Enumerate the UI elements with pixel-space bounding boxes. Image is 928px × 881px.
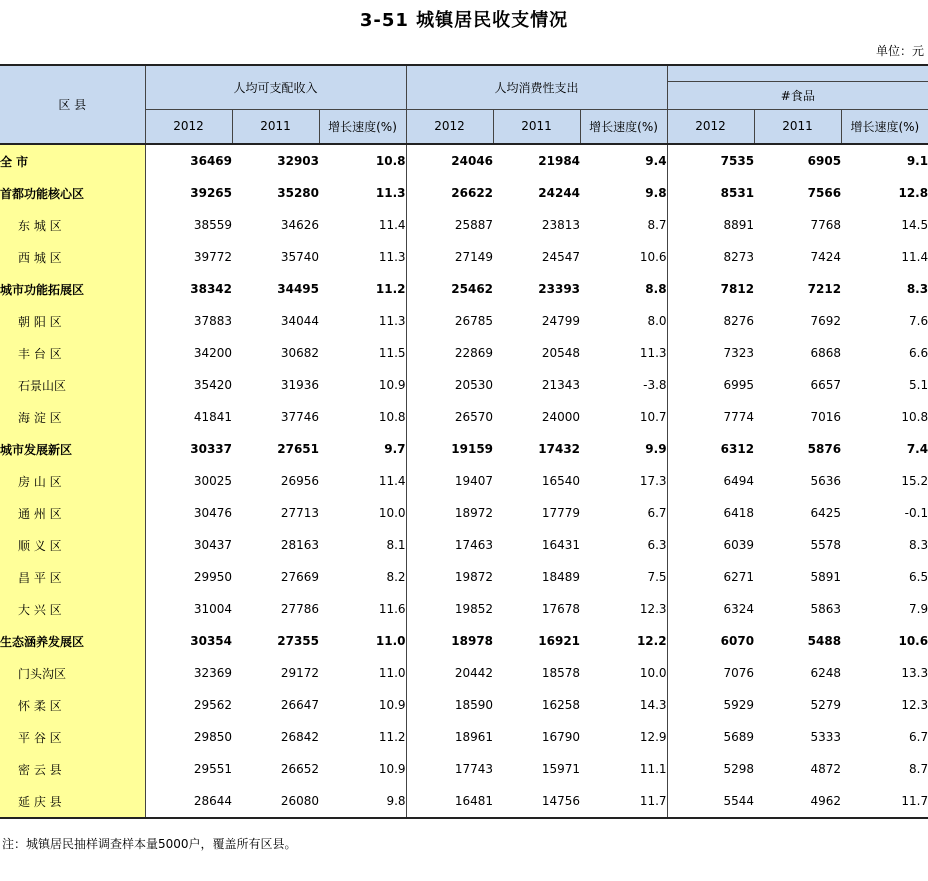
cell-expg: 12.9	[580, 721, 667, 753]
cell-inc11: 29172	[280, 666, 319, 680]
cell-exp11: 16258	[541, 698, 581, 712]
cell-incg: 11.0	[319, 657, 406, 689]
cell-exp11: 14756	[493, 785, 580, 818]
region-name: 昌 平 区	[0, 561, 145, 593]
cell-food11: 6248	[810, 666, 842, 680]
header-expense-growth: 增长速度(%)	[580, 109, 667, 144]
cell-food11: 5891	[810, 570, 842, 584]
cell-incg: 11.2	[319, 721, 406, 753]
cell-foodg: 7.4	[906, 442, 928, 456]
cell-expg: 11.1	[580, 753, 667, 785]
cell-exp11: 18489	[541, 570, 581, 584]
cell-inc11: 28163	[280, 538, 319, 552]
region-name: 通 州 区	[0, 497, 145, 529]
cell-foodg: 8.3	[909, 538, 928, 552]
cell-exp12: 19407	[454, 474, 494, 488]
cell-expg: 6.7	[580, 497, 667, 529]
cell-food12: 5298	[723, 762, 755, 776]
cell-expg: 17.3	[580, 465, 667, 497]
cell-incg: 10.9	[319, 753, 406, 785]
table-row	[0, 657, 928, 689]
cell-food12: 8891	[723, 218, 755, 232]
table-row	[0, 721, 928, 753]
cell-exp12: 26570	[454, 410, 494, 424]
cell-incg: 11.3	[319, 241, 406, 273]
unit-label: 单位：元	[875, 44, 924, 58]
cell-exp12: 22869	[454, 346, 494, 360]
cell-inc11: 34044	[280, 314, 319, 328]
region-name: 平 谷 区	[0, 721, 145, 753]
cell-exp11: 16540	[541, 474, 581, 488]
cell-inc12: 36469	[190, 154, 232, 168]
cell-foodg: 12.3	[901, 698, 928, 712]
page-title: 3-51 城镇居民收支情况	[359, 10, 569, 31]
cell-foodg: 11.4	[901, 250, 928, 264]
cell-expg: 10.0	[580, 657, 667, 689]
cell-exp11: 21984	[538, 154, 581, 168]
table-row	[0, 273, 928, 305]
cell-inc12: 31004	[193, 602, 232, 616]
cell-food11: 6657	[810, 378, 842, 392]
cell-exp12: 18978	[451, 634, 494, 648]
cell-exp12: 18961	[454, 730, 494, 744]
cell-food12: 6324	[723, 602, 755, 616]
cell-exp11: 17678	[541, 602, 581, 616]
cell-incg: 8.1	[319, 529, 406, 561]
table-row	[0, 465, 928, 497]
cell-foodg: 6.7	[909, 730, 928, 744]
cell-exp12: 19159	[451, 442, 494, 456]
cell-food11: 4872	[810, 762, 842, 776]
cell-food12: 6312	[720, 442, 755, 456]
cell-expg: 11.3	[580, 337, 667, 369]
cell-food11: 7424	[810, 250, 842, 264]
cell-foodg: 13.3	[901, 666, 928, 680]
cell-foodg: 6.5	[909, 570, 928, 584]
cell-foodg: -0.1	[904, 506, 928, 520]
cell-exp12: 26785	[454, 314, 494, 328]
cell-foodg: 9.1	[906, 154, 928, 168]
region-name: 生态涵养发展区	[0, 625, 145, 657]
cell-exp12: 17743	[454, 762, 494, 776]
cell-inc12: 35420	[193, 378, 232, 392]
cell-food12: 6271	[723, 570, 755, 584]
region-name: 城市功能拓展区	[0, 273, 145, 305]
cell-inc12: 34200	[193, 346, 232, 360]
cell-foodg: 10.8	[901, 410, 928, 424]
cell-incg: 11.2	[319, 273, 406, 305]
region-name: 密 云 县	[0, 753, 145, 785]
table-row	[0, 753, 928, 785]
cell-food11: 6905	[807, 154, 842, 168]
cell-expg: 10.7	[580, 401, 667, 433]
cell-incg: 11.4	[319, 209, 406, 241]
cell-incg: 9.8	[319, 785, 406, 818]
table-row	[0, 241, 928, 273]
cell-food11: 7016	[810, 410, 842, 424]
cell-food12: 7076	[723, 666, 755, 680]
cell-expg: 7.5	[580, 561, 667, 593]
cell-food12: 7812	[720, 282, 755, 296]
cell-inc11: 35740	[280, 250, 319, 264]
cell-incg: 10.0	[319, 497, 406, 529]
cell-food12: 6995	[723, 378, 755, 392]
cell-expg: -3.8	[580, 369, 667, 401]
region-name: 东 城 区	[0, 209, 145, 241]
footnote: 注：城镇居民抽样调查样本量5000户，覆盖所有区县。	[2, 837, 297, 851]
region-name: 首都功能核心区	[0, 177, 145, 209]
cell-inc11: 26842	[280, 730, 319, 744]
region-name: 房 山 区	[0, 465, 145, 497]
cell-inc11: 27651	[277, 442, 319, 456]
cell-food12: 7535	[720, 154, 755, 168]
cell-exp11: 23393	[538, 282, 581, 296]
cell-exp12: 26622	[451, 186, 494, 200]
cell-exp12: 24046	[451, 154, 494, 168]
region-name: 西 城 区	[0, 241, 145, 273]
table-row	[0, 337, 928, 369]
cell-food11: 5636	[810, 474, 842, 488]
cell-inc11: 26652	[280, 762, 319, 776]
cell-exp11: 15971	[541, 762, 581, 776]
table-row	[0, 177, 928, 209]
cell-expg: 8.0	[580, 305, 667, 337]
cell-food11: 6425	[810, 506, 842, 520]
cell-exp12: 20442	[454, 666, 494, 680]
header-expense-2011: 2011	[493, 109, 580, 144]
cell-food12: 6418	[723, 506, 755, 520]
cell-foodg: 14.5	[901, 218, 928, 232]
cell-foodg: 5.1	[909, 378, 928, 392]
cell-incg: 10.9	[319, 689, 406, 721]
region-name: 延 庆 县	[0, 785, 145, 818]
cell-exp12: 25887	[454, 218, 494, 232]
cell-foodg: 7.9	[909, 602, 928, 616]
cell-food11: 4962	[754, 785, 841, 818]
cell-expg: 8.7	[580, 209, 667, 241]
cell-inc12: 37883	[193, 314, 232, 328]
cell-exp11: 24000	[541, 410, 581, 424]
cell-inc12: 29950	[193, 570, 232, 584]
cell-inc12: 29551	[193, 762, 232, 776]
cell-inc11: 34626	[280, 218, 319, 232]
table-row	[0, 497, 928, 529]
cell-expg: 9.8	[580, 177, 667, 209]
cell-foodg: 15.2	[901, 474, 928, 488]
cell-inc11: 26647	[280, 698, 319, 712]
cell-inc12: 30337	[190, 442, 232, 456]
cell-exp11: 24799	[541, 314, 581, 328]
cell-inc12: 29850	[193, 730, 232, 744]
cell-inc11: 37746	[280, 410, 319, 424]
cell-exp12: 19872	[454, 570, 494, 584]
cell-food11: 5863	[810, 602, 842, 616]
cell-food11: 5876	[807, 442, 842, 456]
cell-inc12: 29562	[193, 698, 232, 712]
cell-incg: 11.0	[319, 625, 406, 657]
cell-inc11: 26956	[280, 474, 319, 488]
table-row	[0, 144, 928, 177]
cell-food11: 7692	[810, 314, 842, 328]
region-name: 石景山区	[0, 369, 145, 401]
cell-foodg: 12.8	[898, 186, 928, 200]
cell-foodg: 6.6	[909, 346, 928, 360]
region-name: 丰 台 区	[0, 337, 145, 369]
cell-food11: 5488	[807, 634, 842, 648]
cell-food11: 7768	[810, 218, 842, 232]
cell-inc11: 35280	[277, 186, 319, 200]
cell-inc12: 30354	[190, 634, 232, 648]
header-spacer	[667, 65, 928, 81]
cell-inc12: 41841	[193, 410, 232, 424]
cell-food12: 7323	[723, 346, 755, 360]
table-row	[0, 433, 928, 465]
cell-incg: 10.9	[319, 369, 406, 401]
cell-expg: 11.7	[580, 785, 667, 818]
cell-food12: 8531	[720, 186, 755, 200]
cell-food12: 6070	[720, 634, 755, 648]
cell-incg: 11.3	[319, 177, 406, 209]
cell-expg: 9.9	[580, 433, 667, 465]
cell-incg: 8.2	[319, 561, 406, 593]
cell-incg: 11.4	[319, 465, 406, 497]
cell-inc11: 26080	[232, 785, 319, 818]
cell-food11: 6868	[810, 346, 842, 360]
region-name: 城市发展新区	[0, 433, 145, 465]
cell-expg: 10.6	[580, 241, 667, 273]
cell-exp11: 23813	[541, 218, 581, 232]
region-name: 海 淀 区	[0, 401, 145, 433]
header-income-growth: 增长速度(%)	[319, 109, 406, 144]
cell-inc12: 38342	[190, 282, 232, 296]
table-row	[0, 529, 928, 561]
cell-exp12: 18972	[454, 506, 494, 520]
cell-expg: 6.3	[580, 529, 667, 561]
cell-inc11: 31936	[280, 378, 319, 392]
table-row	[0, 369, 928, 401]
cell-food12: 5929	[723, 698, 755, 712]
cell-exp11: 21343	[541, 378, 581, 392]
cell-expg: 9.4	[580, 144, 667, 177]
cell-exp12: 19852	[454, 602, 494, 616]
cell-exp12: 25462	[451, 282, 494, 296]
cell-incg: 9.7	[319, 433, 406, 465]
cell-exp11: 24244	[538, 186, 581, 200]
table-row	[0, 689, 928, 721]
cell-inc12: 32369	[193, 666, 232, 680]
cell-foodg: 8.7	[909, 762, 928, 776]
cell-food12: 5544	[667, 785, 754, 818]
cell-expg: 12.3	[580, 593, 667, 625]
cell-exp12: 27149	[454, 250, 494, 264]
region-name: 朝 阳 区	[0, 305, 145, 337]
cell-inc11: 32903	[277, 154, 319, 168]
cell-inc11: 27786	[280, 602, 319, 616]
cell-inc11: 27713	[280, 506, 319, 520]
cell-exp11: 18578	[541, 666, 581, 680]
header-food-growth: 增长速度(%)	[841, 109, 928, 144]
cell-inc12: 39265	[190, 186, 232, 200]
cell-exp11: 16921	[538, 634, 581, 648]
header-expense-2012: 2012	[406, 109, 493, 144]
table-row	[0, 561, 928, 593]
region-name: 大 兴 区	[0, 593, 145, 625]
header-food-2011: 2011	[754, 109, 841, 144]
cell-inc12: 30437	[193, 538, 232, 552]
cell-exp11: 16790	[541, 730, 581, 744]
cell-exp11: 17432	[538, 442, 581, 456]
cell-incg: 11.6	[319, 593, 406, 625]
cell-foodg: 10.6	[898, 634, 928, 648]
cell-food12: 8276	[723, 314, 755, 328]
cell-exp11: 20548	[541, 346, 581, 360]
table-row	[0, 785, 928, 818]
header-income: 人均可支配收入	[145, 65, 406, 109]
region-name: 顺 义 区	[0, 529, 145, 561]
cell-expg: 8.8	[580, 273, 667, 305]
region-name: 怀 柔 区	[0, 689, 145, 721]
region-name: 全 市	[0, 144, 145, 177]
cell-inc11: 27355	[277, 634, 319, 648]
cell-incg: 11.3	[319, 305, 406, 337]
cell-exp11: 24547	[541, 250, 581, 264]
cell-food12: 6494	[723, 474, 755, 488]
cell-exp12: 18590	[454, 698, 494, 712]
table-row	[0, 625, 928, 657]
cell-inc11: 34495	[277, 282, 319, 296]
cell-inc12: 38559	[193, 218, 232, 232]
header-income-2012: 2012	[145, 109, 232, 144]
cell-food11: 7566	[807, 186, 842, 200]
cell-expg: 12.2	[580, 625, 667, 657]
header-food: #食品	[667, 81, 928, 109]
cell-foodg: 7.6	[909, 314, 928, 328]
cell-incg: 11.5	[319, 337, 406, 369]
cell-inc12: 30025	[193, 474, 232, 488]
table-row	[0, 401, 928, 433]
header-region: 区 县	[0, 65, 145, 144]
cell-exp12: 17463	[454, 538, 494, 552]
cell-foodg: 11.7	[841, 785, 928, 818]
cell-incg: 10.8	[319, 144, 406, 177]
cell-food11: 5578	[810, 538, 842, 552]
table-row	[0, 305, 928, 337]
cell-inc12: 39772	[193, 250, 232, 264]
cell-inc11: 30682	[280, 346, 319, 360]
header-expense: 人均消费性支出	[406, 65, 667, 109]
cell-food12: 5689	[723, 730, 755, 744]
cell-exp11: 16431	[541, 538, 581, 552]
table-row	[0, 209, 928, 241]
cell-food12: 8273	[723, 250, 755, 264]
cell-expg: 14.3	[580, 689, 667, 721]
cell-exp12: 16481	[406, 785, 493, 818]
cell-inc12: 28644	[145, 785, 232, 818]
cell-food11: 7212	[807, 282, 842, 296]
cell-food12: 6039	[723, 538, 755, 552]
cell-foodg: 8.3	[906, 282, 928, 296]
income-expense-table	[0, 64, 928, 819]
cell-incg: 10.8	[319, 401, 406, 433]
region-name: 门头沟区	[0, 657, 145, 689]
cell-exp11: 17779	[541, 506, 581, 520]
header-food-2012: 2012	[667, 109, 754, 144]
cell-food11: 5279	[810, 698, 842, 712]
cell-exp12: 20530	[454, 378, 494, 392]
header-income-2011: 2011	[232, 109, 319, 144]
table-row	[0, 593, 928, 625]
table-body	[0, 144, 928, 818]
cell-food11: 5333	[810, 730, 842, 744]
cell-inc11: 27669	[280, 570, 319, 584]
cell-food12: 7774	[723, 410, 755, 424]
cell-inc12: 30476	[193, 506, 232, 520]
